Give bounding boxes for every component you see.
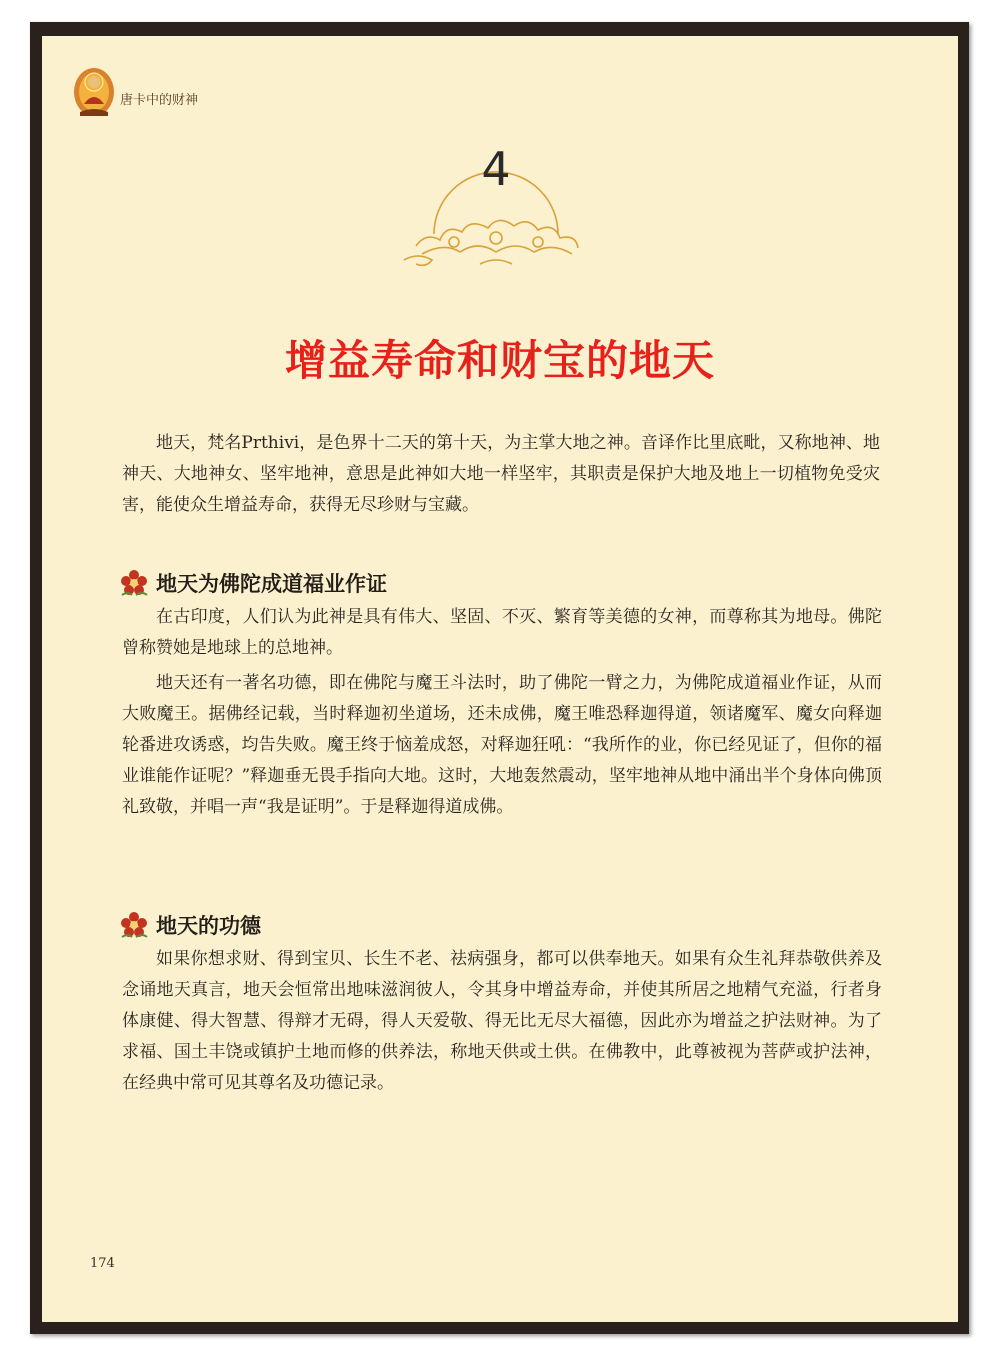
section-title: 地天的功德: [156, 914, 261, 938]
chapter-title: 增益寿命和财宝的地天: [284, 336, 715, 385]
section-title: 地天为佛陀成道福业作证: [156, 572, 387, 596]
book-page: [42, 36, 958, 1322]
lotus-flower-icon: [118, 909, 150, 941]
running-title: 唐卡中的财神: [120, 92, 199, 108]
chapter-number: 4: [481, 142, 511, 196]
section-paragraph: 如果你想求财、得到宝贝、长生不老、祛病强身，都可以供奉地天。如果有众生礼拜恭敬供养及念诵地天真言，地天会恒常出地味滋润彼人，令其身中增益寿命，并使其所居之地精气充溢，行者身体康健、得大智慧、得辩才无碍，得人天爱敬、得无比无尽大福德，因此亦为增益之护法财神。为了求福、国土丰饶或镇护土地而修的供养法，称地天供或土供。在佛教中，此尊被视为菩萨或护法神，在经典中常可见其尊名及功德记录。: [122, 949, 882, 1093]
intro-block: [122, 428, 880, 521]
section-paragraph: 在古印度，人们认为此神是具有伟大、坚固、不灭、繁育等美德的女神，而尊称其为地母。佛陀曾称赞她是地球上的总地神。: [122, 607, 882, 658]
page-number: 174: [90, 1256, 115, 1271]
section-merits: [122, 906, 882, 1099]
thangka-deity-icon: [72, 66, 116, 118]
cloud-circle-ornament: [396, 114, 596, 274]
section-heading: [118, 564, 882, 602]
running-header: [72, 66, 198, 118]
intro-paragraph: 地天，梵名Prthivi，是色界十二天的第十天，为主掌大地之神。音译作比里底毗，又称地神、地神天、大地神女、坚牢地神，意思是此神如大地一样坚牢，其职责是保护大地及地上一切植物免受灾害，能使众生增益寿命，获得无尽珍财与宝藏。: [122, 433, 880, 515]
section-earth-witness: [122, 564, 882, 823]
lotus-flower-icon: [118, 567, 150, 599]
section-heading: [118, 906, 882, 944]
section-paragraph: 地天还有一著名功德，即在佛陀与魔王斗法时，助了佛陀一臂之力，为佛陀成道福业作证，从而大败魔王。据佛经记载，当时释迦初坐道场，还未成佛，魔王唯恐释迦得道，领诸魔军、魔女向释迦轮番进攻诱惑，均告失败。魔王终于恼羞成怒，对释迦狂吼：“我所作的业，你已经见证了，但你的福业谁能作证呢？”释迦垂无畏手指向大地。这时，大地轰然震动，坚牢地神从地中涌出半个身体向佛顶礼致敬，并唱一声“我是证明”。于是释迦得道成佛。: [122, 673, 882, 817]
